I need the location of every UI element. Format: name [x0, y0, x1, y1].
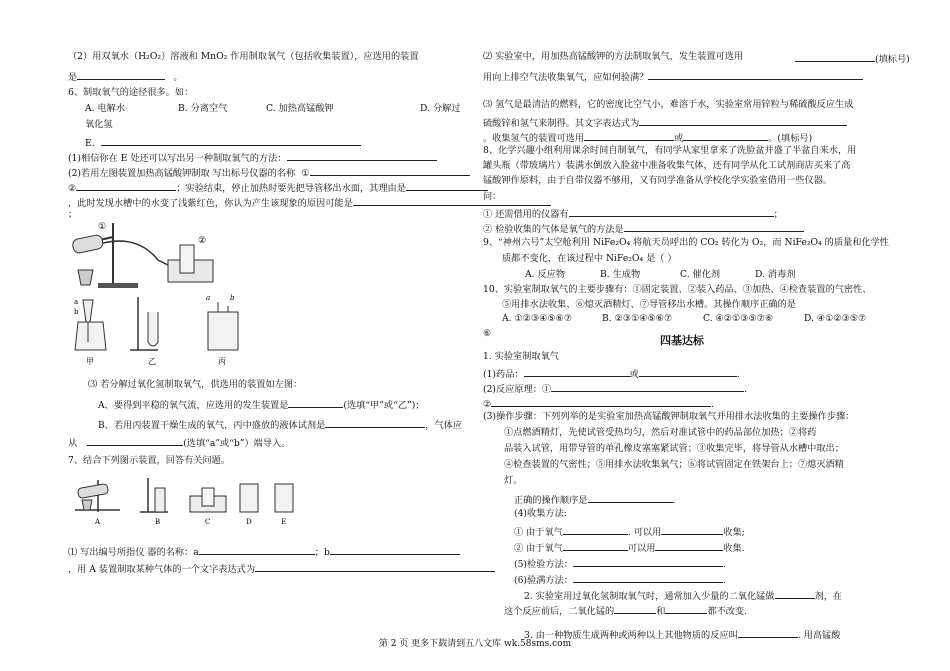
basic-line: ② 由于氧气 可以用 收集.: [514, 543, 745, 554]
option-c: C. 催化剂: [680, 269, 721, 280]
sub-question-7-1-cont: ，用 A 装置制取某种气体的一个文字表达式为: [68, 562, 495, 574]
basic-line: 灯。: [504, 475, 523, 486]
svg-text:D: D: [246, 518, 252, 526]
question-10-line: ⑤用排水法收集、⑥熄灭酒精灯、⑦导管移出水槽。其操作顺序正确的是: [502, 299, 796, 310]
question-6: 6、制取氧气的途径很多。如：: [68, 87, 194, 98]
question-8-1: ① 还需借用的仪器有 ；: [483, 209, 783, 220]
svg-text:a: a: [206, 294, 211, 302]
sub-question-2: (2)若用左图装置加热高锰酸钾制取 写出标号仪器的名称 ①: [68, 166, 470, 178]
svg-text:A: A: [95, 518, 101, 526]
sub-question-2-cont: ② ；实验结束，停止加热时要先把导管移出水面，其理由是: [68, 181, 488, 193]
answer-line: 是 。: [68, 72, 183, 83]
svg-text:甲: 甲: [86, 357, 94, 366]
basic-line: (4)收集方法:: [514, 508, 567, 519]
right-line: ⑵ 实验室中，用加热高锰酸钾的方法制取氧气，发生装置可选用: [483, 51, 744, 62]
option-a: A. 反应物: [525, 269, 566, 280]
option-c: C. 加热高锰酸钾: [266, 103, 334, 114]
section-title: 四基达标: [660, 334, 704, 347]
svg-text:丙: 丙: [218, 357, 226, 366]
question-9: 9、“神州六号”太空舱利用 NiFe₂O₄ 将航天员呼出的 CO₂ 转化为 O₂，而 NiFe₂O₄ 的质量和化学性: [483, 237, 889, 248]
sub-question-3: ⑶ 若分解过氧化氢制取氧气，供选用的装置如左图：: [88, 379, 303, 390]
basic-question-1: 1. 实验室制取氧气: [483, 351, 559, 362]
basic-line: 这个反应前后，二氧化锰的 和 都不改变.: [504, 606, 748, 617]
heating-apparatus-figure: [68, 215, 218, 295]
basic-question-3: 3. 由一种物质生成两种或两种以上其他物质的反应叫 . 用高锰酸: [524, 630, 841, 641]
svg-text:E: E: [281, 518, 287, 526]
svg-text:b: b: [74, 308, 79, 316]
option-b: B. ②③①④⑤⑥⑦: [602, 313, 673, 324]
question-8-line: 罐头瓶（带玻璃片）装满水倒放入脸盆中准备收集气体，还有同学从化工试剂商店买来了高: [483, 160, 851, 171]
page-footer: 第 2 页 更多下载请到五八文库 wk.58sms.com: [378, 639, 572, 649]
option-d-cont: ⑥: [483, 328, 492, 339]
basic-line: (6)验满方法： .: [514, 575, 726, 586]
basic-line: ①点燃酒精灯，先使试管受热均匀，然后对准试管中的药品部位加热；②将药: [504, 427, 817, 438]
sub-question-3a: A、要得到平稳的氧气流，应选用的发生装置是 (选填“甲”或“乙”)；: [98, 400, 425, 411]
basic-line: ① 由于氧气 . 可以用 收集;: [514, 527, 745, 538]
question-8-line: 问：: [483, 191, 502, 202]
svg-text:B: B: [155, 518, 161, 526]
basic-line: (5)检验方法： .: [514, 559, 726, 570]
option-a: A. 电解水: [85, 103, 126, 114]
option-e: E.: [85, 136, 361, 148]
sub-question-3b-cont: 从 (选填“a”或“b”）端导入。: [68, 438, 291, 449]
question-9-line: 质都不变化，在该过程中 NiFe₂O₄ 是（ ）: [502, 253, 677, 264]
right-line: 硫酸锌和氢气来制得。其文字表达式为: [483, 116, 847, 128]
svg-text:①: ①: [98, 222, 107, 232]
question-8-2: ② 检验收集的气体是氧气的方法是: [483, 222, 804, 234]
option-a: A. ①②③④⑤⑥⑦: [502, 313, 573, 324]
right-line: 。收集氢气的装置可选用 或 。(填标号): [483, 133, 813, 144]
line-end: ；: [68, 209, 78, 220]
question-8: 8、化学兴趣小组利用课余时间自制氧气，有同学从家里拿来了洗脸盆并盛了半盆自来水，用: [483, 145, 857, 156]
right-line: 用向上排空气法收集氧气，应如何验满？: [483, 70, 863, 82]
option-d-cont: 氧化氢: [85, 119, 113, 130]
apparatus-a-to-e-figure: [70, 470, 310, 528]
generator-apparatus-figure: [68, 292, 248, 367]
option-b: B. 生成物: [600, 269, 641, 280]
basic-line: 正确的操作顺序是 .: [514, 495, 676, 506]
basic-line: ④检查装置的气密性；⑤用排水法收集氧气；⑥将试管固定在铁架台上；⑦熄灭酒精: [504, 459, 844, 470]
svg-text:b: b: [230, 294, 235, 302]
option-c: C. ④②①③⑤⑦⑥: [703, 313, 774, 324]
question-7: 7、结合下列图示装置，回答有关问题。: [68, 455, 231, 466]
sub-question-3b: B、若用丙装置干燥生成的氧气，丙中盛放的液体试剂是 ，气体应: [98, 420, 463, 431]
option-b: B. 分离空气: [178, 103, 228, 114]
option-d: D. 消毒剂: [755, 269, 796, 280]
sub-question-7-1: ⑴ 写出编号所指仪 器的名称：a ；b: [68, 545, 460, 557]
right-line: ⑶ 氢气是最清洁的燃料，它的密度比空气小，难溶于水，实验室常用锌粒与稀硫酸反应生成: [483, 99, 854, 110]
svg-text:②: ②: [198, 236, 207, 246]
question-10: 10、实验室制取氧气的主要步骤有：①固定装置、②装入药品、③加热、④检查装置的气密性、: [483, 284, 872, 295]
option-d: D. ④①②③⑤⑦: [804, 313, 867, 324]
basic-line: 品装入试管，用带导管的单孔橡皮塞塞紧试管；③收集完毕，将导管从水槽中取出；: [504, 443, 844, 454]
question-8-line: 锰酸钾作原料，由于自带仪器不够用，又有同学准备从学校化学实验室借用一些仪器。: [483, 175, 833, 186]
basic-question-2: 2. 实验室用过氧化氢制取氧气时，通常加入少量的二氧化锰做 剂，在: [524, 591, 843, 602]
svg-text:a: a: [74, 298, 79, 306]
svg-text:乙: 乙: [148, 357, 156, 366]
basic-line: ② .: [483, 399, 715, 410]
right-line-b: (填标号): [795, 52, 910, 64]
basic-line: (2)反应原理：① .: [483, 384, 748, 395]
basic-line: (1)药品： 或 .: [483, 369, 740, 380]
basic-line: (3)操作步骤：下列列举的是实验室加热高锰酸钾制取氧气并用排水法收集的主要操作步骤：: [483, 411, 855, 422]
svg-text:C: C: [205, 518, 211, 526]
sub-question-2-cont2: ，此时发现水槽中的水变了浅紫红色，你认为产生该现象的原因可能是: [68, 196, 551, 208]
question-line: （2）用双氧水（H₂O₂）溶液和 MnO₂ 作用制取氧气（包括收集装置），应选用的装置: [68, 51, 419, 62]
option-d: D. 分解过: [420, 103, 461, 114]
sub-question-1: (1)相信你在 E 处还可以写出另一种制取氧气的方法：: [68, 151, 437, 163]
